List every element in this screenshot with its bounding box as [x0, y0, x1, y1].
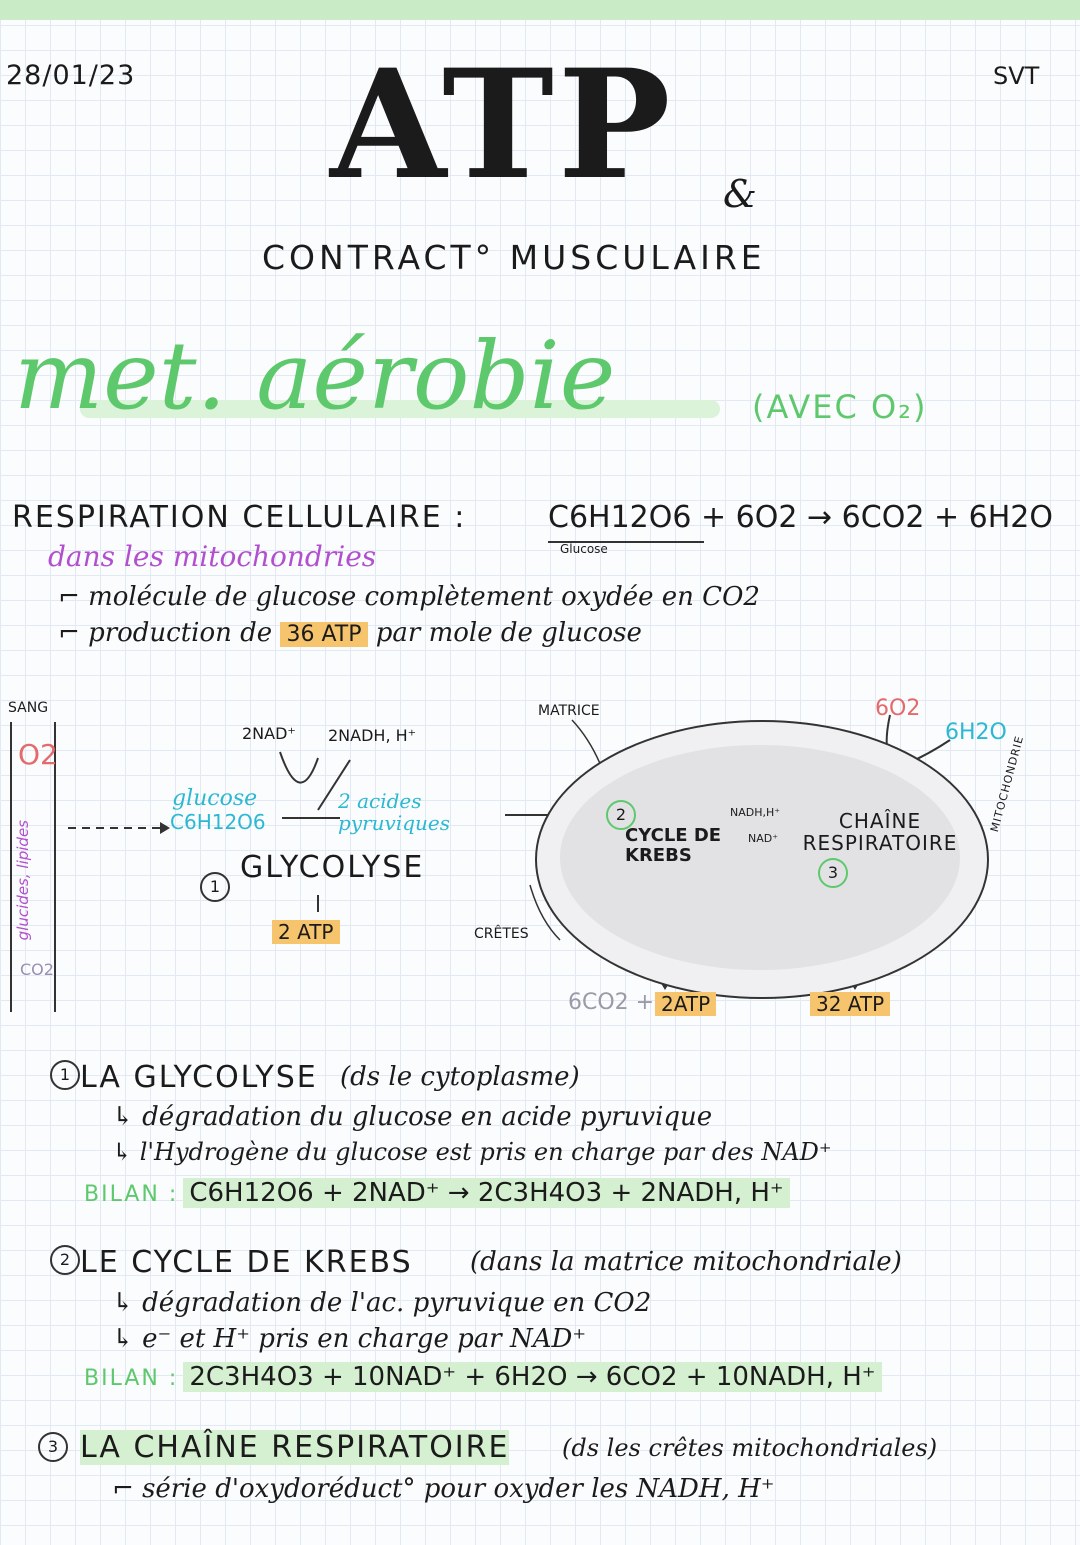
bilan-equation: 2C3H4O3 + 10NAD⁺ + 6H2O → 6CO2 + 10NADH, H⁺	[183, 1362, 881, 1392]
glycolyse-bilan	[84, 1178, 790, 1208]
glyco-num	[200, 872, 230, 902]
step-number: 1	[200, 872, 230, 902]
glycolyse-where: (ds le cytoplasme)	[340, 1062, 580, 1092]
nadh-label: 2NADH, H⁺	[328, 726, 417, 745]
ampersand: &	[723, 172, 757, 216]
krebs-point-2: ↳ e⁻ et H⁺ pris en charge par NAD⁺	[112, 1324, 587, 1354]
glycolyse-title: LA GLYCOLYSE	[80, 1060, 318, 1095]
chaine-where: (ds les crêtes mitochondriales)	[562, 1434, 938, 1462]
section-title: met. aérobie	[14, 322, 616, 431]
point-text: e⁻ et H⁺ pris en charge par NAD⁺	[142, 1324, 587, 1354]
step-number: 3	[818, 858, 848, 888]
krebs-where: (dans la matrice mitochondriale)	[470, 1247, 902, 1277]
point-text: dégradation du glucose en acide pyruvique	[142, 1102, 713, 1132]
glucose-label: Glucose	[560, 542, 608, 556]
krebs-section-num	[50, 1245, 80, 1275]
krebs-out-atp: 2ATP	[655, 992, 716, 1016]
glyco-atp: 2 ATP	[272, 920, 340, 944]
step-number: 3	[38, 1432, 68, 1462]
step-number: 2	[606, 800, 636, 830]
step-number: 2	[50, 1245, 80, 1275]
krebs-title: LE CYCLE DE KREBS	[80, 1245, 413, 1280]
respiration-label: RESPIRATION CELLULAIRE :	[12, 500, 467, 535]
cretes-label: CRÊTES	[474, 926, 529, 942]
subject: SVT	[993, 62, 1040, 90]
respiration-equation: C6H12O6 + 6O2 → 6CO2 + 6H2O	[548, 500, 1053, 535]
krebs-label: CYCLE DE KREBS	[625, 825, 722, 866]
bilan-equation: C6H12O6 + 2NAD⁺ → 2C3H4O3 + 2NADH, H⁺	[183, 1178, 789, 1208]
bilan-label: BILAN :	[84, 1182, 179, 1207]
point-text: molécule de glucose complètement oxydée en CO2	[88, 582, 760, 612]
krebs-point-1: ↳ dégradation de l'ac. pyruvique en CO2	[112, 1288, 652, 1318]
page-top-band	[0, 0, 1080, 20]
glycolyse-label: GLYCOLYSE	[240, 850, 425, 885]
respiration-point-2: ⌐ production de 36 ATP par mole de glucose	[58, 618, 642, 648]
nadh-h-label: NADH,H⁺	[730, 806, 781, 819]
step-number: 1	[50, 1060, 80, 1090]
respiration-location: dans les mitochondries	[48, 540, 377, 573]
h2o-out-label: 6H2O	[945, 720, 1007, 745]
matrice-label: MATRICE	[538, 703, 600, 719]
o2-in-label: 6O2	[875, 696, 921, 721]
chaine-title: LA CHAÎNE RESPIRATOIRE	[80, 1430, 510, 1465]
point-text: série d'oxydoréduct° pour oxyder les NADH, H⁺	[142, 1474, 775, 1504]
glycolyse-point-2: ↳ l'Hydrogène du glucose est pris en charge par des NAD⁺	[112, 1138, 832, 1166]
nad-plus-label: NAD⁺	[748, 832, 779, 845]
point-text: dégradation de l'ac. pyruvique en CO2	[142, 1288, 652, 1318]
krebs-out-co2: 6CO2 +	[568, 990, 655, 1015]
chaine-label: CHAÎNE RESPIRATOIRE	[802, 809, 958, 855]
chaine-num	[818, 858, 848, 888]
nad-label: 2NAD⁺	[242, 724, 296, 743]
point-text: l'Hydrogène du glucose est pris en charge par des NAD⁺	[139, 1138, 832, 1166]
glucose-formula: C6H12O6	[170, 810, 266, 834]
krebs-bilan	[84, 1362, 882, 1392]
section-note: (AVEC O₂)	[752, 388, 928, 426]
glucides-label: glucides, lipides	[14, 820, 32, 941]
point-text: par mole de glucose	[375, 618, 642, 648]
page-subtitle: CONTRACT° MUSCULAIRE	[262, 238, 766, 277]
chaine-section-num	[38, 1432, 68, 1462]
date: 28/01/23	[6, 60, 136, 91]
o2-label: O2	[18, 738, 58, 771]
chaine-atp: 32 ATP	[810, 992, 890, 1016]
glycolyse-point-1: ↳ dégradation du glucose en acide pyruvique	[112, 1102, 713, 1132]
acides-label: 2 acides pyruviques	[338, 789, 451, 835]
co2-label: CO2	[20, 960, 54, 979]
mitochondrie-label: MITOCHONDRIE	[988, 734, 1027, 834]
glucose-word: glucose	[172, 786, 258, 811]
glycolyse-num	[50, 1060, 80, 1090]
bilan-label: BILAN :	[84, 1366, 179, 1391]
atp-highlight: 36 ATP	[280, 622, 367, 647]
sang-label: SANG	[8, 700, 49, 716]
respiration-point-1: ⌐ molécule de glucose complètement oxydée en CO2	[58, 582, 760, 612]
mitochondrion-inner	[560, 745, 960, 970]
page-title: ATP	[330, 37, 675, 213]
chaine-point-1: ⌐ série d'oxydoréduct° pour oxyder les NADH, H⁺	[112, 1474, 775, 1504]
point-text: production de	[88, 618, 273, 648]
